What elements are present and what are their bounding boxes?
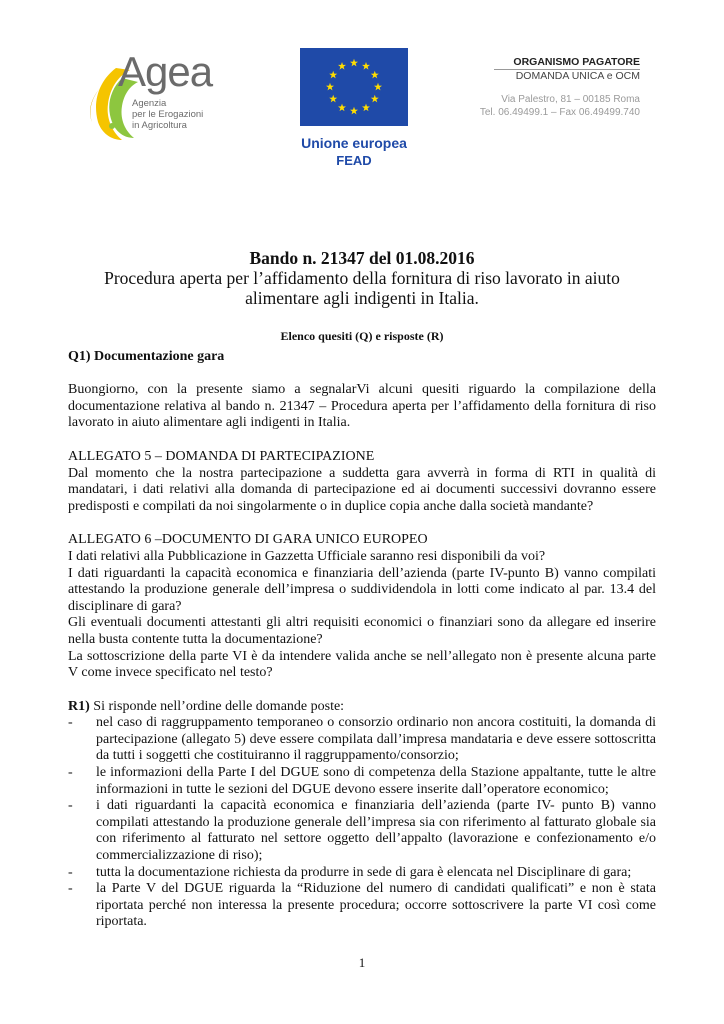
- eu-star-icon: [371, 95, 379, 103]
- eu-star-icon: [329, 71, 337, 79]
- organization-subtitle: DOMANDA UNICA e OCM: [515, 70, 640, 82]
- eu-star-icon: [338, 104, 346, 112]
- document-subtitle: Procedura aperta per l’affidamento della fornitura di riso lavorato in aiuto alimentare agli indigenti in Italia.: [104, 268, 620, 308]
- eu-star-icon: [362, 62, 370, 70]
- allegato6-line: I dati relativi alla Pubblicazione in Gazzetta Ufficiale saranno resi disponibili da voi?: [68, 548, 546, 564]
- document-title: Bando n. 21347 del 01.08.2016: [249, 248, 475, 268]
- answer-item-text: nel caso di raggruppamento temporaneo o consorzio ordinario non ancora costituiti, la domanda di partecipazione (allegato 5) deve essere compilata dall’impresa mandataria e deve essere sottoscritta da tutti i soggetti che costituiranno il raggruppamento/consorzio;: [96, 715, 656, 764]
- dash-bullet: -: [68, 881, 73, 897]
- allegato6-line: I dati riguardanti la capacità economica e finanziaria dell’azienda (parte IV-punto B) vanno compilati attestando la produzione generale dell’impresa o suddividendola in lotti come indicato al par. 13.4 del disciplinare di gara?: [68, 565, 656, 614]
- allegato6-line: Gli eventuali documenti attestanti gli altri requisiti economici o finanziari sono da allegare ed inserire nella busta contente tutta la documentazione?: [68, 615, 656, 647]
- answer-item: [68, 715, 656, 765]
- eu-star-icon: [329, 95, 337, 103]
- answer-item-text: i dati riguardanti la capacità economica e finanziaria dell’azienda (parte IV- punto B) vanno compilati attestando la produzione generale dell’impresa sia con riferimento al fatturato globale sia con riferimento al fatturato nel settore oggetto dell’appalto (lavorazione e confezionamento e/o commercializzazione di riso);: [96, 798, 656, 864]
- agea-tagline-line: per le Erogazioni: [132, 109, 204, 120]
- qa-list-heading: Elenco quesiti (Q) e risposte (R): [280, 329, 444, 343]
- answer-intro: [68, 699, 656, 716]
- eu-star-icon: [338, 62, 346, 70]
- dash-bullet: -: [68, 864, 73, 880]
- answer-item: [68, 881, 656, 931]
- answer-intro-text: Si risponde nell’ordine delle domande poste:: [89, 698, 345, 714]
- answer-item-text: le informazioni della Parte I del DGUE sono di competenza della Stazione appaltante, tutte le altre informazioni in tutte le sezioni del DGUE devono essere inserite dall’operatore economico;: [96, 765, 656, 797]
- organization-address: [480, 93, 640, 119]
- allegato6-line: La sottoscrizione della parte VI è da intendere valida anche se nell’allegato non è presente alcuna parte V come invece specificato nel testo?: [68, 648, 656, 681]
- answer-item-text: la Parte V del DGUE riguarda la “Riduzione del numero di candidati qualificati” e non è stata riportata perché non interessa la presente procedura; occorre sottoscrivere la parte VI così come riportata.: [96, 881, 656, 930]
- eu-fund-label: FEAD: [336, 153, 372, 168]
- eu-star-icon: [362, 104, 370, 112]
- document-body: [68, 248, 656, 931]
- eu-star-icon: [350, 107, 358, 115]
- allegato5-text: Dal momento che la nostra partecipazione a suddetta gara avverrà in forma di RTI in qualità di mandatari, i dati relativi alla domanda di partecipazione ed ai documenti successivi dovranno essere predisposti e compilati da noi singolarmente o in duplice copia anche dalla società mandante?: [68, 465, 656, 514]
- eu-star-icon: [350, 59, 358, 67]
- document-title-block: [68, 248, 656, 308]
- question-heading: Q1) Documentazione gara: [68, 348, 225, 364]
- allegato5-heading: ALLEGATO 5 – DOMANDA DI PARTECIPAZIONE: [68, 448, 375, 464]
- answer-label: R1): [68, 698, 90, 714]
- answer-item-text: tutta la documentazione richiesta da produrre in sede di gara è elencata nel Disciplinare di gara;: [96, 864, 632, 880]
- eu-star-icon: [374, 83, 382, 91]
- phone-line: Tel. 06.49499.1 – Fax 06.49499.740: [479, 107, 640, 118]
- dash-bullet: -: [68, 765, 73, 781]
- allegato6-heading: ALLEGATO 6 –DOCUMENTO DI GARA UNICO EUROPEO: [68, 532, 428, 548]
- eu-flag-icon: [300, 48, 408, 126]
- eu-star-icon: [371, 71, 379, 79]
- dash-bullet: -: [68, 798, 73, 814]
- answer-item: [68, 865, 656, 882]
- dash-bullet: -: [68, 715, 73, 731]
- question-intro: Buongiorno, con la presente siamo a segnalarVi alcuni quesiti riguardo la compilazione della documentazione relativa al bando n. 21347 – Procedura aperta per l’affidamento della fornitura di riso lavorato in aiuto alimentare agli indigenti in Italia.: [68, 382, 656, 431]
- eu-union-label: Unione europea: [301, 135, 407, 151]
- agea-tagline-line: Agenzia: [132, 98, 167, 109]
- answer-item: [68, 765, 656, 798]
- agea-wordmark: Agea: [118, 48, 213, 95]
- organization-title: ORGANISMO PAGATORE: [513, 56, 640, 68]
- page-number: 1: [358, 955, 366, 970]
- answer-list: [68, 715, 656, 931]
- agea-tagline: [132, 98, 203, 131]
- agea-tagline-line: in Agricoltura: [132, 120, 187, 131]
- answer-item: [68, 798, 656, 864]
- address-line: Via Palestro, 81 – 00185 Roma: [501, 94, 640, 105]
- eu-star-icon: [326, 83, 334, 91]
